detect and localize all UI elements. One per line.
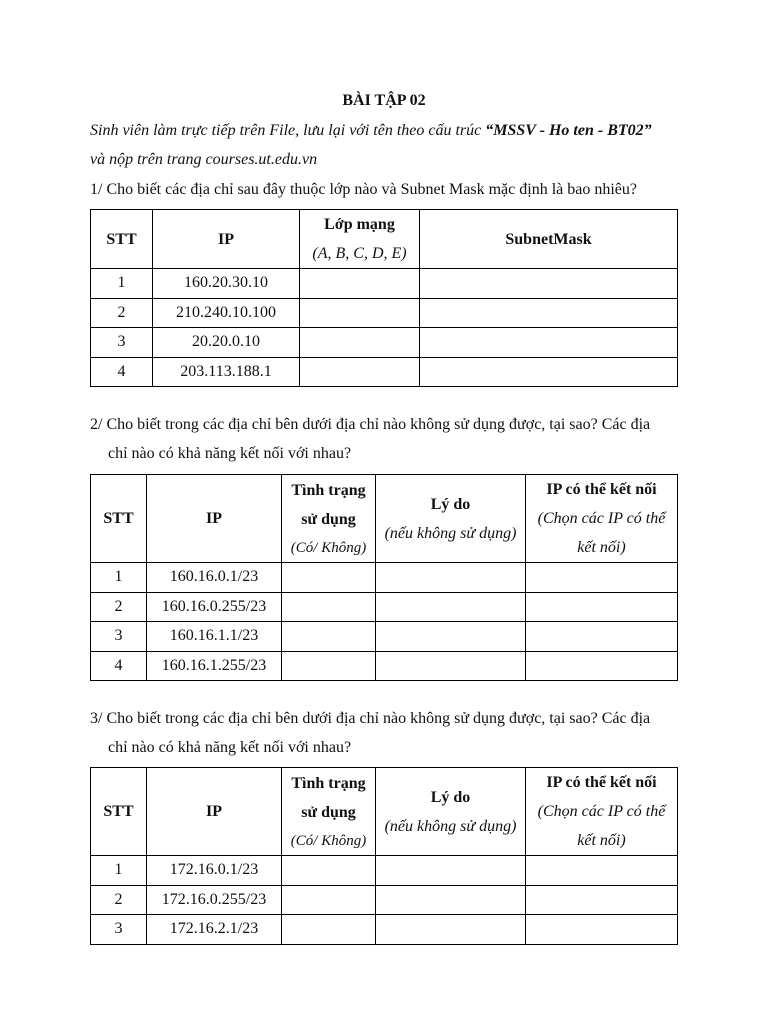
cell-stt: 2: [91, 592, 147, 622]
header-connect-label: IP có thể kết nối: [546, 481, 657, 498]
cell-connect[interactable]: [526, 563, 678, 593]
cell-stt: 3: [91, 915, 147, 945]
cell-mask[interactable]: [420, 298, 678, 328]
page-title: BÀI TẬP 02: [342, 92, 426, 109]
cell-mask[interactable]: [420, 269, 678, 299]
cell-status[interactable]: [282, 622, 376, 652]
header-reason-sub: (nếu không sử dụng): [384, 524, 517, 542]
q3-table: [90, 767, 678, 945]
intro-filename: “MSSV - Ho ten - BT02”: [485, 122, 652, 139]
header-status-line-1: Tình trạng: [291, 774, 366, 792]
cell-ip: 160.16.0.1/23: [147, 563, 282, 593]
header-reason: [376, 768, 526, 856]
intro-text: Sinh viên làm trực tiếp trên File, lưu lại với tên theo cấu trúc: [90, 122, 486, 139]
header-reason-sub: (nếu không sử dụng): [384, 817, 517, 835]
header-status: [282, 768, 376, 856]
header-class-label: Lớp mạng: [324, 216, 395, 233]
cell-reason[interactable]: [376, 622, 526, 652]
header-reason: [376, 475, 526, 563]
cell-connect[interactable]: [526, 651, 678, 681]
cell-stt: 3: [91, 328, 153, 358]
cell-stt: 2: [91, 885, 147, 915]
cell-status[interactable]: [282, 592, 376, 622]
intro-line-1: [90, 122, 652, 140]
table-row: [91, 269, 678, 299]
header-status-line-2: sử dụng: [301, 510, 356, 528]
table-row: [91, 592, 678, 622]
table-header-row: [91, 475, 678, 563]
table-row: [91, 651, 678, 681]
cell-ip: 210.240.10.100: [153, 298, 300, 328]
header-reason-label: Lý do: [430, 788, 471, 806]
cell-stt: 1: [91, 563, 147, 593]
cell-class[interactable]: [300, 357, 420, 387]
header-connect-sub-1: (Chọn các IP có thể: [537, 803, 666, 820]
table-row: [91, 357, 678, 387]
header-connect-sub-1: (Chọn các IP có thể: [537, 510, 666, 527]
cell-ip: 20.20.0.10: [153, 328, 300, 358]
cell-ip: 203.113.188.1: [153, 357, 300, 387]
header-connect: [526, 475, 678, 563]
header-ip: IP: [153, 210, 300, 269]
q1-prompt: 1/ Cho biết các địa chỉ sau đây thuộc lớp nào và Subnet Mask mặc định là bao nhiêu?: [90, 181, 637, 198]
cell-class[interactable]: [300, 328, 420, 358]
cell-connect[interactable]: [526, 915, 678, 945]
cell-ip: 160.20.30.10: [153, 269, 300, 299]
cell-class[interactable]: [300, 269, 420, 299]
table-row: [91, 885, 678, 915]
header-mask: SubnetMask: [420, 210, 678, 269]
cell-status[interactable]: [282, 651, 376, 681]
cell-reason[interactable]: [376, 592, 526, 622]
cell-reason[interactable]: [376, 885, 526, 915]
cell-connect[interactable]: [526, 622, 678, 652]
cell-connect[interactable]: [526, 856, 678, 886]
header-status-line-1: Tình trạng: [291, 481, 366, 499]
table-row: [91, 622, 678, 652]
header-class-sub: (A, B, C, D, E): [312, 245, 407, 262]
table-row: [91, 915, 678, 945]
table-header-row: [91, 768, 678, 856]
cell-stt: 4: [91, 357, 153, 387]
cell-reason[interactable]: [376, 915, 526, 945]
header-connect-sub-2: kết nối): [577, 539, 626, 556]
header-ip: IP: [147, 475, 282, 563]
cell-status[interactable]: [282, 915, 376, 945]
cell-mask[interactable]: [420, 357, 678, 387]
header-status-sub: (Có/ Không): [290, 539, 367, 556]
header-connect-label: IP có thể kết nối: [546, 774, 657, 791]
cell-ip: 172.16.0.255/23: [147, 885, 282, 915]
intro-line-2: và nộp trên trang courses.ut.edu.vn: [90, 151, 318, 168]
cell-ip: 160.16.0.255/23: [147, 592, 282, 622]
table-row: [91, 328, 678, 358]
cell-reason[interactable]: [376, 651, 526, 681]
cell-ip: 172.16.0.1/23: [147, 856, 282, 886]
cell-stt: 1: [91, 856, 147, 886]
q1-table: [90, 209, 678, 387]
cell-stt: 2: [91, 298, 153, 328]
header-stt: STT: [91, 768, 147, 856]
header-status-sub: (Có/ Không): [290, 832, 367, 849]
header-class: [300, 210, 420, 269]
q2-table: [90, 474, 678, 681]
table-header-row: [91, 210, 678, 269]
cell-reason[interactable]: [376, 856, 526, 886]
header-connect-sub-2: kết nối): [577, 832, 626, 849]
header-status-line-2: sử dụng: [301, 803, 356, 821]
cell-connect[interactable]: [526, 592, 678, 622]
cell-class[interactable]: [300, 298, 420, 328]
cell-ip: 172.16.2.1/23: [147, 915, 282, 945]
q2-prompt-line-2: chỉ nào có khả năng kết nối với nhau?: [108, 445, 352, 462]
cell-stt: 3: [91, 622, 147, 652]
table-row: [91, 563, 678, 593]
header-status: [282, 475, 376, 563]
header-connect: [526, 768, 678, 856]
cell-mask[interactable]: [420, 328, 678, 358]
header-stt: STT: [91, 475, 147, 563]
header-reason-label: Lý do: [430, 495, 471, 513]
q2-prompt-line-1: 2/ Cho biết trong các địa chỉ bên dưới địa chỉ nào không sử dụng được, tại sao? Các địa: [90, 416, 651, 433]
header-stt: STT: [91, 210, 153, 269]
cell-ip: 160.16.1.1/23: [147, 622, 282, 652]
table-row: [91, 856, 678, 886]
cell-status[interactable]: [282, 563, 376, 593]
q3-prompt-line-2: chỉ nào có khả năng kết nối với nhau?: [108, 739, 352, 756]
cell-stt: 4: [91, 651, 147, 681]
table-row: [91, 298, 678, 328]
cell-connect[interactable]: [526, 885, 678, 915]
q3-prompt-line-1: 3/ Cho biết trong các địa chỉ bên dưới địa chỉ nào không sử dụng được, tại sao? Các địa: [90, 710, 651, 727]
cell-stt: 1: [91, 269, 153, 299]
header-ip: IP: [147, 768, 282, 856]
cell-status[interactable]: [282, 885, 376, 915]
cell-reason[interactable]: [376, 563, 526, 593]
cell-ip: 160.16.1.255/23: [147, 651, 282, 681]
cell-status[interactable]: [282, 856, 376, 886]
